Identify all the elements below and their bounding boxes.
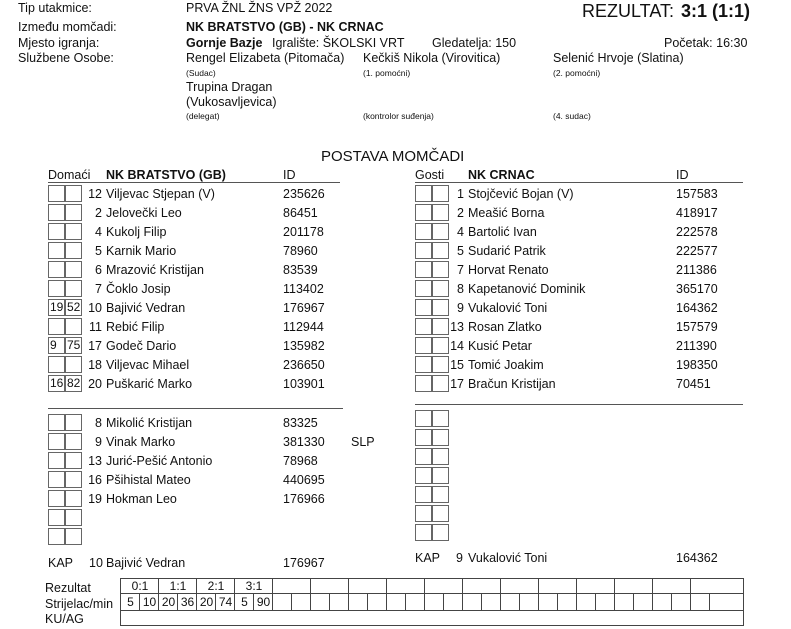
player-number: 5 [95, 244, 102, 258]
lineup-title: POSTAVA MOMČADI [321, 148, 465, 165]
scorer-minute-cell [614, 594, 634, 610]
player-name: Meašić Borna [468, 206, 545, 220]
empty-box [48, 528, 65, 545]
empty-score-cell [652, 579, 691, 593]
official-delegate-role: (delegat) [186, 111, 220, 121]
sub-in-minute-box [48, 223, 65, 240]
player-id: 201178 [283, 225, 324, 239]
score-cell: 0:1 [120, 579, 159, 593]
player-number: 14 [450, 339, 464, 353]
player-id: 418917 [676, 206, 718, 220]
sub-in-minute-box [48, 242, 65, 259]
player-id: 70451 [676, 377, 711, 391]
away-captain-label: KAP [415, 551, 441, 565]
player-id: 86451 [283, 206, 318, 220]
scorer-minute-cell [462, 594, 482, 610]
scorer-minute-cell [519, 594, 539, 610]
scorer-minute-cell [671, 594, 691, 610]
player-name: Puškarić Marko [106, 377, 193, 391]
player-tag: SLP [351, 435, 375, 449]
player-id: 83325 [283, 416, 318, 430]
scorer-minute-cell [310, 594, 330, 610]
player-name: Stojčević Bojan (V) [468, 187, 574, 201]
player-number: 1 [457, 187, 464, 201]
player-number: 9 [95, 435, 102, 449]
player-number: 7 [95, 282, 102, 296]
venue-place: Gornje Bazje [186, 36, 263, 50]
mjesto-label: Mjesto igranja: [18, 36, 100, 50]
official-delegate-name: Trupina Dragan [186, 80, 273, 94]
player-id: 112944 [283, 320, 324, 334]
sub-out-minute-box: 52 [67, 300, 81, 314]
scorer-minute-cell [481, 594, 501, 610]
empty-score-cell [614, 579, 653, 593]
home-captain-id: 176967 [283, 556, 325, 570]
player-number: 18 [88, 358, 102, 372]
scorer-minute-cell [291, 594, 311, 610]
scorer-minute-cell: 20 [158, 594, 178, 610]
sub-in-minute-box [48, 204, 65, 221]
official-fourth-role: (4. sudac) [553, 111, 591, 121]
player-id: 236650 [283, 358, 325, 372]
sub-in-minute-box [48, 433, 65, 450]
player-name: Bračun Kristijan [468, 377, 556, 391]
empty-score-cell [576, 579, 615, 593]
player-number: 4 [457, 225, 464, 239]
player-name: Bartolić Ivan [468, 225, 537, 239]
player-name: Kapetanović Dominik [468, 282, 586, 296]
sub-in-minute-box [48, 471, 65, 488]
scorer-minute-cell [538, 594, 558, 610]
player-name: Rebić Filip [106, 320, 165, 334]
player-id: 78960 [283, 244, 318, 258]
scorer-minute-cell: 5 [234, 594, 254, 610]
player-number: 8 [95, 416, 102, 430]
player-id: 211390 [676, 339, 717, 353]
away-subs-rule [415, 404, 743, 405]
player-number: 6 [95, 263, 102, 277]
scorer-minute-cell [405, 594, 425, 610]
official-assistant1-role: (1. pomoćni) [363, 68, 411, 78]
away-header-rule [415, 182, 743, 183]
official-assistant2-role: (2. pomoćni) [553, 68, 601, 78]
player-number: 20 [88, 377, 102, 391]
sub-in-minute-box [48, 356, 65, 373]
player-name: Pšihistal Mateo [106, 473, 191, 487]
sub-in-minute-box: 16 [50, 376, 64, 390]
player-id: 78968 [283, 454, 318, 468]
sub-in-minute-box: 19 [50, 300, 64, 314]
player-id: 222577 [676, 244, 718, 258]
empty-box [48, 509, 65, 526]
away-captain-name: Vukalović Toni [468, 551, 548, 565]
empty-score-cell [386, 579, 425, 593]
result-label: REZULTAT: [582, 1, 675, 21]
away-id-header: ID [676, 168, 689, 182]
player-number: 13 [450, 320, 464, 334]
player-number: 19 [88, 492, 102, 506]
player-name: Vukalović Toni [468, 301, 548, 315]
player-name: Vinak Marko [106, 435, 176, 449]
player-name: Čoklo Josip [106, 282, 171, 296]
scorer-minute-cell [652, 594, 672, 610]
player-name: Hokman Leo [106, 492, 177, 506]
empty-box [65, 509, 82, 526]
official-assistant2-name: Selenić Hrvoje (Slatina) [553, 51, 684, 65]
official-controller-role: (kontrolor suđenja) [363, 111, 434, 121]
score-cell: 3:1 [234, 579, 273, 593]
footer-scorer-label: Strijelac/min [45, 597, 114, 611]
home-team-name: NK BRATSTVO (GB) [106, 168, 226, 182]
player-name: Karnik Mario [106, 244, 177, 258]
kickoff-time: Početak: 16:30 [664, 36, 748, 50]
officials-label: Službene Osobe: [18, 51, 114, 65]
empty-score-cell [348, 579, 387, 593]
izmedu-label: Između momčadi: [18, 20, 117, 34]
sub-in-minute-box [48, 280, 65, 297]
player-id: 211386 [676, 263, 717, 277]
sub-in-minute-box [48, 452, 65, 469]
player-id: 157579 [676, 320, 718, 334]
player-name: Bajivić Vedran [106, 301, 186, 315]
player-name: Viljevac Mihael [106, 358, 190, 372]
player-number: 12 [88, 187, 102, 201]
scorer-minute-cell: 74 [215, 594, 235, 610]
sub-in-minute-box [48, 490, 65, 507]
official-assistant1-name: Kečkiš Nikola (Virovitica) [363, 51, 501, 65]
empty-box [415, 429, 432, 446]
player-number: 5 [457, 244, 464, 258]
sub-out-minute-box: 82 [67, 376, 81, 390]
player-name: Godeč Dario [106, 339, 177, 353]
away-team-name: NK CRNAC [468, 168, 535, 182]
scorer-minute-cell [557, 594, 577, 610]
player-id: 176966 [283, 492, 325, 506]
empty-box [415, 448, 432, 465]
home-subs-rule [48, 408, 343, 409]
official-delegate-place: (Vukosavljevica) [186, 95, 277, 109]
player-id: 103901 [283, 377, 325, 391]
scorer-minute-cell [367, 594, 387, 610]
player-id: 164362 [676, 301, 718, 315]
player-id: 135982 [283, 339, 325, 353]
attendance: Gledatelja: 150 [432, 36, 517, 50]
player-id: 365170 [676, 282, 718, 296]
scorer-minute-cell [690, 594, 710, 610]
player-number: 8 [457, 282, 464, 296]
empty-score-cell [538, 579, 577, 593]
scorer-minute-cell [633, 594, 653, 610]
sub-in-minute-box [48, 414, 65, 431]
player-id: 440695 [283, 473, 325, 487]
empty-box [432, 410, 449, 427]
empty-score-cell [272, 579, 311, 593]
empty-score-cell [424, 579, 463, 593]
empty-score-cell [462, 579, 501, 593]
player-id: 176967 [283, 301, 325, 315]
empty-box [415, 524, 432, 541]
scorer-minute-cell [709, 594, 729, 610]
empty-score-cell [310, 579, 349, 593]
scorer-minute-cell [272, 594, 292, 610]
empty-box [432, 448, 449, 465]
player-id: 198350 [676, 358, 718, 372]
player-name: Jurić-Pešić Antonio [106, 454, 213, 468]
player-name: Sudarić Patrik [468, 244, 546, 258]
scorer-minute-cell [348, 594, 368, 610]
scorer-minute-cell [576, 594, 596, 610]
player-name: Mrazović Kristijan [106, 263, 204, 277]
player-number: 2 [457, 206, 464, 220]
score-cell: 2:1 [196, 579, 235, 593]
away-label: Gosti [415, 168, 445, 182]
scorer-minute-cell: 10 [139, 594, 159, 610]
scorer-minute-cell: 36 [177, 594, 197, 610]
empty-box [432, 505, 449, 522]
empty-score-cell [690, 579, 729, 593]
scorer-minute-cell: 20 [196, 594, 216, 610]
player-id: 157583 [676, 187, 718, 201]
player-number: 17 [450, 377, 464, 391]
scorer-minute-cell [500, 594, 520, 610]
match-title: NK BRATSTVO (GB) - NK CRNAC [186, 20, 384, 34]
footer-result-label: Rezultat [45, 581, 91, 595]
official-referee-name: Rengel Elizabeta (Pitomača) [186, 51, 345, 65]
player-name: Kukolj Filip [106, 225, 167, 239]
score-cell: 1:1 [158, 579, 197, 593]
player-number: 2 [95, 206, 102, 220]
player-name: Kusić Petar [468, 339, 532, 353]
footer-kuag-label: KU/AG [45, 612, 84, 626]
home-id-header: ID [283, 168, 296, 182]
scorer-minute-cell: 5 [120, 594, 140, 610]
player-id: 113402 [283, 282, 324, 296]
sub-in-minute-box [48, 261, 65, 278]
sub-in-minute-box [48, 318, 65, 335]
empty-box [415, 486, 432, 503]
player-name: Jelovečki Leo [106, 206, 182, 220]
empty-box [432, 524, 449, 541]
empty-box [415, 505, 432, 522]
player-id: 222578 [676, 225, 718, 239]
player-id: 381330 [283, 435, 325, 449]
player-number: 4 [95, 225, 102, 239]
sub-in-minute-box [48, 185, 65, 202]
tip-label: Tip utakmice: [18, 1, 92, 15]
official-referee-role: (Sudac) [186, 68, 216, 78]
home-label: Domaći [48, 168, 91, 182]
scorer-minute-cell [595, 594, 615, 610]
player-number: 11 [89, 320, 102, 334]
scorer-minute-cell [386, 594, 406, 610]
home-captain-name: Bajivić Vedran [106, 556, 186, 570]
home-header-rule [48, 182, 340, 183]
home-captain-number: 10 [89, 556, 103, 570]
player-name: Rosan Zlatko [468, 320, 542, 334]
player-number: 15 [450, 358, 464, 372]
scorer-minute-cell [329, 594, 349, 610]
empty-score-cell [500, 579, 539, 593]
sub-out-minute-box: 75 [67, 338, 81, 352]
sub-in-minute-box: 9 [48, 337, 65, 354]
player-number: 17 [88, 339, 102, 353]
scorer-minute-cell: 90 [253, 594, 273, 610]
player-number: 7 [457, 263, 464, 277]
competition-name: PRVA ŽNL ŽNS VPŽ 2022 [186, 1, 333, 15]
player-number: 9 [457, 301, 464, 315]
away-captain-id: 164362 [676, 551, 718, 565]
empty-box [432, 486, 449, 503]
empty-box [415, 467, 432, 484]
scorer-minute-cell [424, 594, 444, 610]
player-name: Horvat Renato [468, 263, 549, 277]
empty-box [432, 429, 449, 446]
empty-box [432, 467, 449, 484]
player-number: 13 [88, 454, 102, 468]
player-name: Tomić Joakim [468, 358, 544, 372]
home-captain-label: KAP [48, 556, 74, 570]
player-id: 83539 [283, 263, 318, 277]
empty-box [415, 410, 432, 427]
player-name: Viljevac Stjepan (V) [106, 187, 215, 201]
player-number: 16 [88, 473, 102, 487]
player-number: 10 [88, 301, 102, 315]
scorer-minute-cell [443, 594, 463, 610]
venue-field: Igralište: ŠKOLSKI VRT [272, 36, 405, 50]
empty-box [65, 528, 82, 545]
player-name: Mikolić Kristijan [106, 416, 193, 430]
away-captain-number: 9 [456, 551, 463, 565]
player-id: 235626 [283, 187, 325, 201]
result-value: 3:1 (1:1) [681, 1, 751, 21]
